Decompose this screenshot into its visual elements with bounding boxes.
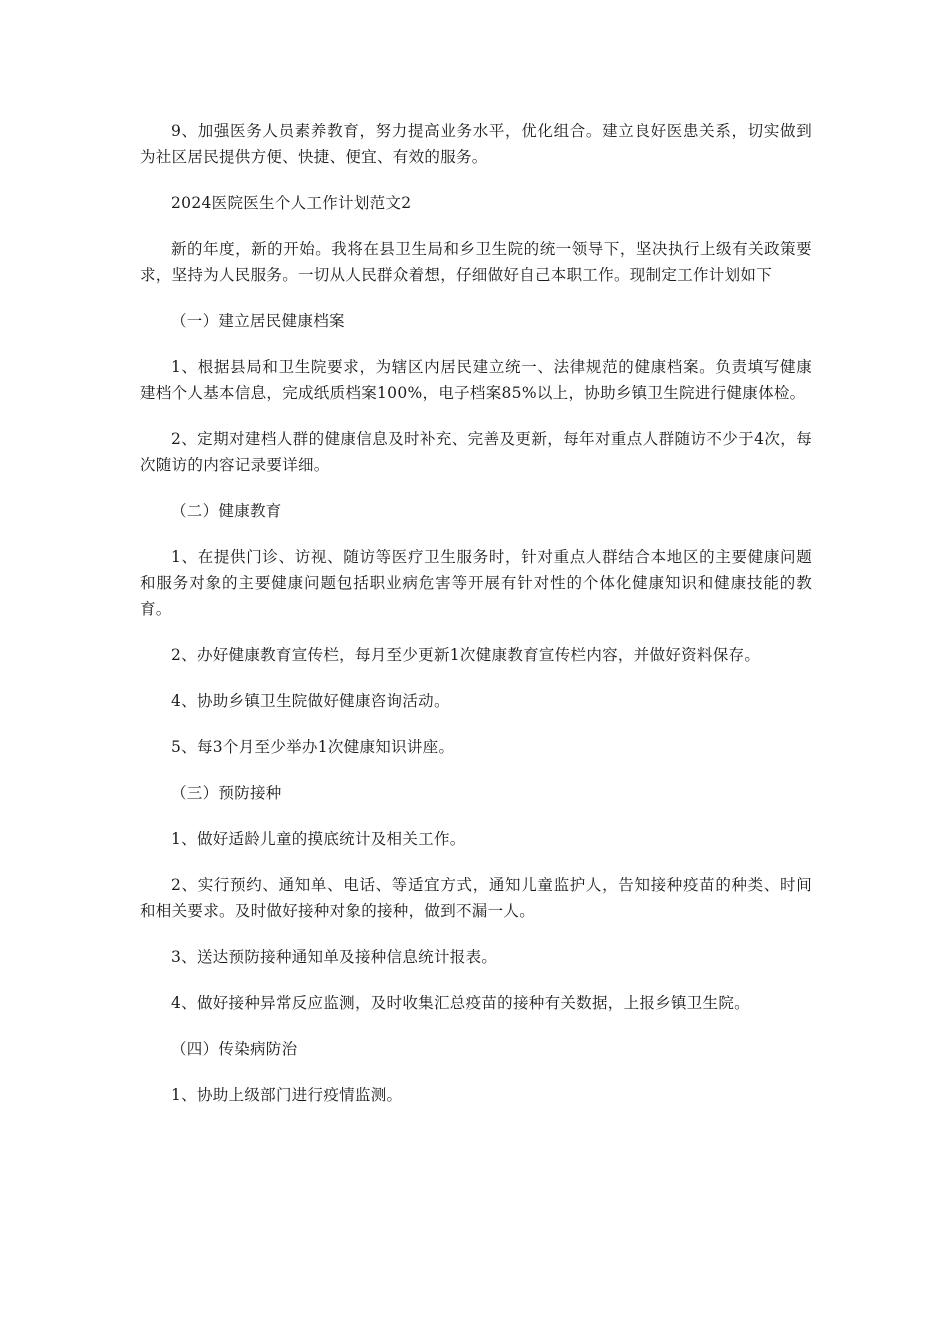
paragraph: 2、办好健康教育宣传栏，每月至少更新1次健康教育宣传栏内容，并做好资料保存。 — [171, 646, 761, 664]
document-subtitle: 2024医院医生个人工作计划范文2 — [171, 194, 412, 212]
paragraph: 4、协助乡镇卫生院做好健康咨询活动。 — [171, 692, 450, 710]
paragraph: 1、做好适龄儿童的摸底统计及相关工作。 — [171, 830, 466, 848]
paragraph: 1、根据县局和卫生院要求，为辖区内居民建立统一、法律规范的健康档案。负责填写健康建档个人基本信息，完成纸质档案100%，电子档案85%以上，协助乡镇卫生院进行健康体检。 — [140, 358, 812, 402]
section-heading-2: （二）健康教育 — [171, 502, 282, 520]
intro-paragraph: 新的年度，新的开始。我将在县卫生局和乡卫生院的统一领导下，坚决执行上级有关政策要求，坚持为人民服务。一切从人民群众着想，仔细做好自己本职工作。现制定工作计划如下 — [140, 240, 812, 284]
paragraph: 4、做好接种异常反应监测，及时收集汇总疫苗的接种有关数据，上报乡镇卫生院。 — [171, 994, 750, 1012]
section-heading-4: （四）传染病防治 — [171, 1040, 298, 1058]
section-heading-3: （三）预防接种 — [171, 784, 282, 802]
paragraph: 1、在提供门诊、访视、随访等医疗卫生服务时，针对重点人群结合本地区的主要健康问题和服务对象的主要健康问题包括职业病危害等开展有针对性的个体化健康知识和健康技能的教育。 — [140, 548, 812, 618]
document-page — [140, 118, 812, 1128]
paragraph: 1、协助上级部门进行疫情监测。 — [171, 1086, 403, 1104]
paragraph: 3、送达预防接种通知单及接种信息统计报表。 — [171, 948, 498, 966]
paragraph: 2、定期对建档人群的健康信息及时补充、完善及更新，每年对重点人群随访不少于4次，每次随访的内容记录要详细。 — [140, 430, 812, 474]
paragraph: 2、实行预约、通知单、电话、等适宜方式，通知儿童监护人，告知接种疫苗的种类、时间和相关要求。及时做好接种对象的接种，做到不漏一人。 — [140, 876, 812, 920]
section-heading-1: （一）建立居民健康档案 — [171, 312, 345, 330]
paragraph-item-9: 9、加强医务人员素养教育，努力提高业务水平，优化组合。建立良好医患关系，切实做到为社区居民提供方便、快捷、便宜、有效的服务。 — [140, 122, 812, 166]
paragraph: 5、每3个月至少举办1次健康知识讲座。 — [171, 738, 455, 756]
